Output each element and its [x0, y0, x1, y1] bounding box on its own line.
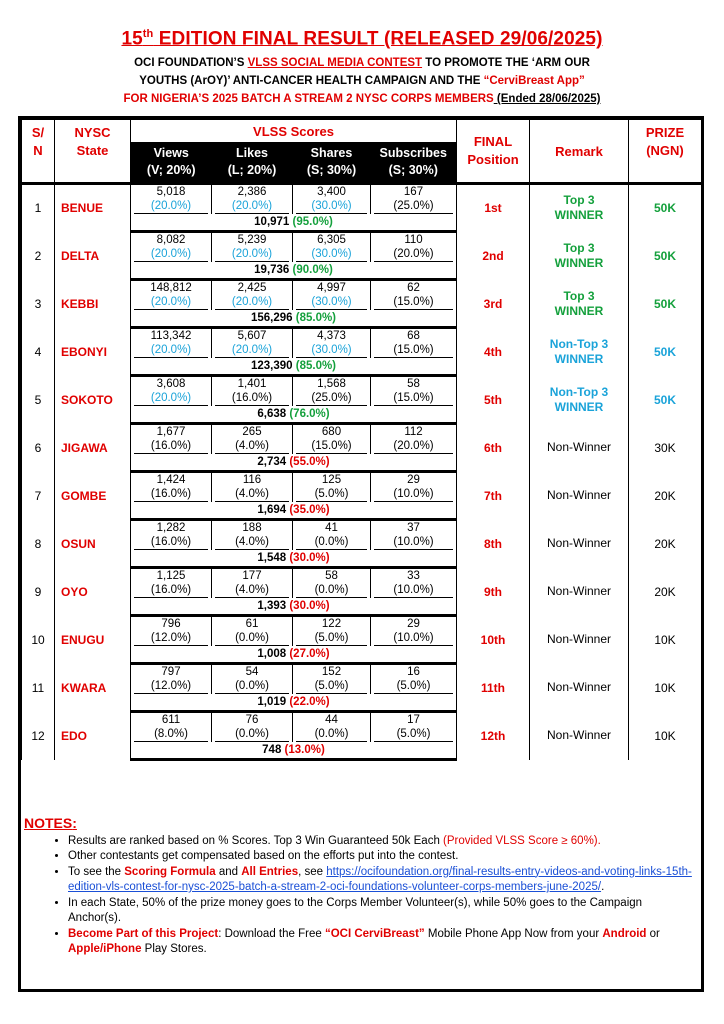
row-state: EDO	[55, 712, 131, 760]
row-subs-cell: 37 (10.0%)	[371, 520, 457, 551]
notes-list	[24, 834, 696, 958]
row-subs-cell: 167 (25.0%)	[371, 184, 457, 215]
row-total: 156,296 (85.0%)	[131, 310, 457, 328]
table-row	[22, 328, 702, 359]
row-subs-cell: 110 (20.0%)	[371, 232, 457, 263]
row-subs-cell: 33 (10.0%)	[371, 568, 457, 599]
row-views-cell: 113,342 (20.0%)	[131, 328, 212, 359]
table-row	[22, 376, 702, 407]
row-likes-cell: 2,386 (20.0%)	[212, 184, 293, 215]
row-state: SOKOTO	[55, 376, 131, 424]
row-prize: 10K	[629, 664, 702, 712]
row-subs-cell: 62 (15.0%)	[371, 280, 457, 311]
row-subs-cell: 29 (10.0%)	[371, 616, 457, 647]
row-subs-cell: 112 (20.0%)	[371, 424, 457, 455]
row-position: 8th	[457, 520, 530, 568]
row-shares-cell: 122 (5.0%)	[293, 616, 371, 647]
row-likes-cell: 265 (4.0%)	[212, 424, 293, 455]
row-state: OYO	[55, 568, 131, 616]
row-views-cell: 148,812 (20.0%)	[131, 280, 212, 311]
row-sn: 11	[22, 664, 55, 712]
row-prize: 50K	[629, 232, 702, 280]
row-remark: Non-Winner	[530, 616, 629, 664]
table-row	[22, 424, 702, 455]
row-prize: 10K	[629, 616, 702, 664]
row-remark: Non-Top 3 WINNER	[530, 376, 629, 424]
subtitle-line-2: YOUTHS (ArOY)’ ANTI-CANCER HEALTH CAMPAIGN AND THE “CerviBreast App”	[139, 75, 585, 87]
row-views-cell: 611 (8.0%)	[131, 712, 212, 743]
row-prize: 20K	[629, 472, 702, 520]
row-views-cell: 3,608 (20.0%)	[131, 376, 212, 407]
row-position: 11th	[457, 664, 530, 712]
row-shares-cell: 58 (0.0%)	[293, 568, 371, 599]
row-sn: 9	[22, 568, 55, 616]
row-remark: Non-Winner	[530, 712, 629, 760]
note-prize-split: • In each State, 50% of the prize money goes to the Corps Member Volunteer(s), while 50% goes to the Campaign Anchor(s).	[68, 896, 696, 927]
subtitle-line-3: FOR NIGERIA’S 2025 BATCH A STREAM 2 NYSC CORPS MEMBERS (Ended 28/06/2025)	[123, 93, 601, 105]
row-position: 12th	[457, 712, 530, 760]
row-prize: 30K	[629, 424, 702, 472]
row-position: 6th	[457, 424, 530, 472]
row-remark: Top 3 WINNER	[530, 184, 629, 232]
subtitle-line-1: OCI FOUNDATION’S VLSS SOCIAL MEDIA CONTEST TO PROMOTE THE ‘ARM OUR	[134, 57, 590, 69]
row-views-cell: 5,018 (20.0%)	[131, 184, 212, 215]
header-final-position: FINAL Position	[457, 120, 530, 184]
row-shares-cell: 152 (5.0%)	[293, 664, 371, 695]
row-subs-cell: 29 (10.0%)	[371, 472, 457, 503]
row-position: 3rd	[457, 280, 530, 328]
row-views-cell: 8,082 (20.0%)	[131, 232, 212, 263]
row-state: OSUN	[55, 520, 131, 568]
row-likes-cell: 177 (4.0%)	[212, 568, 293, 599]
row-position: 9th	[457, 568, 530, 616]
row-state: KWARA	[55, 664, 131, 712]
row-subs-cell: 17 (5.0%)	[371, 712, 457, 743]
row-position: 2nd	[457, 232, 530, 280]
row-subs-cell: 58 (15.0%)	[371, 376, 457, 407]
header-remark: Remark	[530, 120, 629, 184]
row-total: 1,393 (30.0%)	[131, 598, 457, 616]
results-table	[21, 119, 702, 761]
row-sn: 7	[22, 472, 55, 520]
row-total: 2,734 (55.0%)	[131, 454, 457, 472]
row-total: 123,390 (85.0%)	[131, 358, 457, 376]
row-shares-cell: 4,997 (30.0%)	[293, 280, 371, 311]
row-sn: 8	[22, 520, 55, 568]
row-remark: Non-Winner	[530, 424, 629, 472]
row-state: ENUGU	[55, 616, 131, 664]
row-prize: 50K	[629, 328, 702, 376]
row-total: 10,971 (95.0%)	[131, 214, 457, 232]
row-total: 1,019 (22.0%)	[131, 694, 457, 712]
row-total: 1,548 (30.0%)	[131, 550, 457, 568]
header-views: Views (V; 20%)	[131, 142, 212, 184]
notes-heading: NOTES:	[24, 815, 77, 831]
row-remark: Non-Winner	[530, 472, 629, 520]
row-subs-cell: 16 (5.0%)	[371, 664, 457, 695]
table-row	[22, 184, 702, 215]
row-state: BENUE	[55, 184, 131, 232]
row-state: DELTA	[55, 232, 131, 280]
row-sn: 1	[22, 184, 55, 232]
table-row	[22, 232, 702, 263]
header-sn: S/ N	[22, 120, 55, 184]
table-row	[22, 472, 702, 503]
row-sn: 12	[22, 712, 55, 760]
header-subscribes: Subscribes (S; 30%)	[371, 142, 457, 184]
note-scoring-link: • To see the Scoring Formula and All Entries, see https://ocifoundation.org/final-results-entry-videos-and-voting-links-15th-edition-vls-contest-for-nysc-2025-batch-a-stream-2-oci-foundations-volunteer-corps-members-june-2025/.	[68, 865, 696, 896]
row-sn: 4	[22, 328, 55, 376]
row-sn: 10	[22, 616, 55, 664]
table-row	[22, 280, 702, 311]
header-vlss-scores: VLSS Scores	[131, 120, 457, 143]
header-prize: PRIZE (NGN)	[629, 120, 702, 184]
row-state: KEBBI	[55, 280, 131, 328]
row-prize: 10K	[629, 712, 702, 760]
row-sn: 5	[22, 376, 55, 424]
row-position: 10th	[457, 616, 530, 664]
row-total: 748 (13.0%)	[131, 742, 457, 760]
row-views-cell: 1,424 (16.0%)	[131, 472, 212, 503]
header-likes: Likes (L; 20%)	[212, 142, 293, 184]
table-row	[22, 664, 702, 695]
row-shares-cell: 4,373 (30.0%)	[293, 328, 371, 359]
row-prize: 50K	[629, 376, 702, 424]
row-views-cell: 797 (12.0%)	[131, 664, 212, 695]
row-likes-cell: 1,401 (16.0%)	[212, 376, 293, 407]
note-compensation: • Other contestants get compensated based on the efforts put into the contest.	[68, 849, 696, 865]
row-shares-cell: 3,400 (30.0%)	[293, 184, 371, 215]
page-title: 15th EDITION FINAL RESULT (RELEASED 29/06/2025)	[121, 28, 603, 50]
row-prize: 20K	[629, 568, 702, 616]
row-shares-cell: 1,568 (25.0%)	[293, 376, 371, 407]
row-likes-cell: 2,425 (20.0%)	[212, 280, 293, 311]
note-app-download: • Become Part of this Project: Download the Free “OCI CerviBreast” Mobile Phone App Now from your Android or Apple/iPhone Play Stores.	[68, 927, 696, 958]
row-sn: 2	[22, 232, 55, 280]
row-subs-cell: 68 (15.0%)	[371, 328, 457, 359]
row-prize: 50K	[629, 280, 702, 328]
row-position: 5th	[457, 376, 530, 424]
row-remark: Non-Winner	[530, 664, 629, 712]
row-position: 1st	[457, 184, 530, 232]
entries-link[interactable]: https://ocifoundation.org/final-results-entry-videos-and-voting-links-15th-edition-vls-contest-for-nysc-2025-batch-a-stream-2-oci-foundations-volunteer-corps-members-june-2025/	[68, 865, 692, 893]
table-row	[22, 520, 702, 551]
row-shares-cell: 44 (0.0%)	[293, 712, 371, 743]
row-shares-cell: 680 (15.0%)	[293, 424, 371, 455]
header-state: NYSC State	[55, 120, 131, 184]
row-sn: 6	[22, 424, 55, 472]
row-total: 19,736 (90.0%)	[131, 262, 457, 280]
row-remark: Top 3 WINNER	[530, 280, 629, 328]
row-likes-cell: 76 (0.0%)	[212, 712, 293, 743]
row-likes-cell: 116 (4.0%)	[212, 472, 293, 503]
row-remark: Non-Top 3 WINNER	[530, 328, 629, 376]
row-prize: 20K	[629, 520, 702, 568]
row-remark: Top 3 WINNER	[530, 232, 629, 280]
table-row	[22, 712, 702, 743]
table-row	[22, 568, 702, 599]
row-total: 1,694 (35.0%)	[131, 502, 457, 520]
row-position: 4th	[457, 328, 530, 376]
note-ranking: • Results are ranked based on % Scores. Top 3 Win Guaranteed 50k Each (Provided VLSS Score ≥ 60%).	[68, 834, 696, 850]
row-views-cell: 1,282 (16.0%)	[131, 520, 212, 551]
row-likes-cell: 5,239 (20.0%)	[212, 232, 293, 263]
row-position: 7th	[457, 472, 530, 520]
row-total: 1,008 (27.0%)	[131, 646, 457, 664]
row-likes-cell: 188 (4.0%)	[212, 520, 293, 551]
results-body	[22, 184, 702, 760]
row-prize: 50K	[629, 184, 702, 232]
row-likes-cell: 54 (0.0%)	[212, 664, 293, 695]
row-state: EBONYI	[55, 328, 131, 376]
row-sn: 3	[22, 280, 55, 328]
row-remark: Non-Winner	[530, 568, 629, 616]
row-likes-cell: 61 (0.0%)	[212, 616, 293, 647]
row-remark: Non-Winner	[530, 520, 629, 568]
row-state: JIGAWA	[55, 424, 131, 472]
row-views-cell: 796 (12.0%)	[131, 616, 212, 647]
row-shares-cell: 41 (0.0%)	[293, 520, 371, 551]
row-views-cell: 1,677 (16.0%)	[131, 424, 212, 455]
row-views-cell: 1,125 (16.0%)	[131, 568, 212, 599]
header-shares: Shares (S; 30%)	[293, 142, 371, 184]
row-total: 6,638 (76.0%)	[131, 406, 457, 424]
row-shares-cell: 6,305 (30.0%)	[293, 232, 371, 263]
row-shares-cell: 125 (5.0%)	[293, 472, 371, 503]
row-likes-cell: 5,607 (20.0%)	[212, 328, 293, 359]
notes-section	[24, 816, 696, 958]
table-row	[22, 616, 702, 647]
row-state: GOMBE	[55, 472, 131, 520]
